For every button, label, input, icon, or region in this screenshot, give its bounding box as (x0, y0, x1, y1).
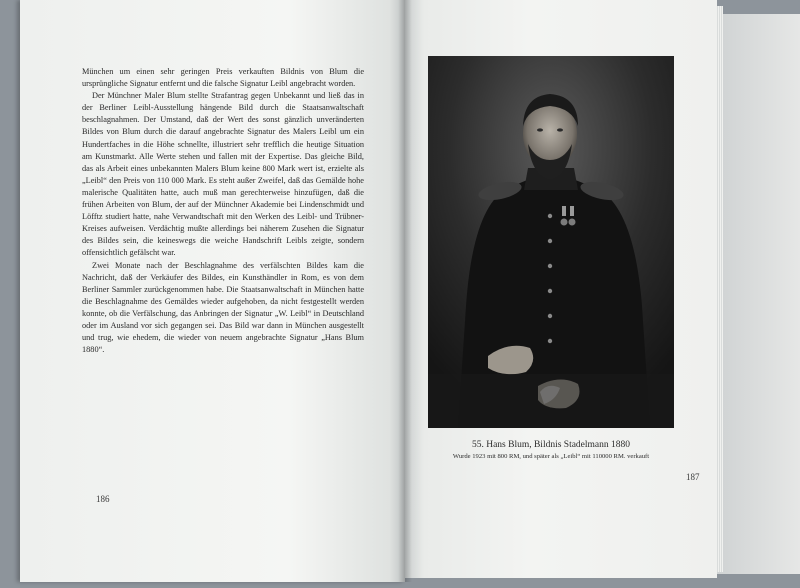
left-page-text (82, 66, 364, 356)
caption-subtitle: Wurde 1923 mit 800 RM, und später als „Leibl“ mit 110000 RM. verkauft (452, 453, 650, 460)
paragraph: Zwei Monate nach der Beschlagnahme des verfälschten Bildes kam die Nachricht, daß der Verkäufer des Bildes, ein Kunsthändler in Rom, es von dem Berliner Sammler zurückgenommen habe. Die Staatsanwaltschaft in München hatte die Beschlagnahme des Gemäldes wieder aufgehoben, da nicht festgestellt werden konnte, ob die Verfälschung, das Anbringen der Signatur „W. Leibl“ in Deutschland oder im Ausland vor sich gegangen sei. Das Bild war dann in München ausgestellt und trug, wie ehedem, die wieder von neuem angebrachte Signatur „Hans Blum 1880“. (82, 260, 364, 355)
page-number-left: 186 (96, 494, 110, 504)
spine-shadow (398, 0, 412, 582)
paragraph: München um einen sehr geringen Preis verkauften Bildnis von Blum die ursprüngliche Signatur entfernt und die falsche Signatur Leibl angebracht worden. (82, 67, 364, 89)
page-stack-edge (717, 6, 723, 572)
paragraph: Der Münchner Maler Blum stellte Strafantrag gegen Unbekannt und ließ das in der Berliner Leibl-Ausstellung hängende Bild durch die Staatsanwaltschaft beschlagnahmen. Der Umstand, daß der Wert des sonst gänzlich unveränderten Bildes von Blum durch die darauf angebrachte Signatur des Malers Leibl um ein Hundertfaches in die Höhe schnellte, illustriert sehr trefflich die heutige Situation am Kunstmarkt. Alle Werte stehen und fallen mit der Expertise. Das gleiche Bild, das als Arbeit eines unbekannten Malers Blum keine 800 Mark wert ist, erzielte als „Leibl“ den Preis von 110 000 Mark. Es steht außer Zweifel, daß das Gemälde hohe malerische Qualitäten hatte, auch muß man gerechterweise hinzufügen, daß die frühen Arbeiten von Blum, der auf der Münchner Akademie bei Lindenschmidt und Löfftz studiert hatte, nahe Verwandtschaft mit den Werken des Leibl- und Trübner-Kreises aufweisen. Verdächtig mußte allerdings bei näherem Zusehen die Signatur des Bildes sein, die keineswegs die weiche Handschrift Leibls zeigte, sondern offensichtlich gefälscht war. (82, 91, 364, 258)
photo-caption (428, 440, 674, 460)
portrait-photo (428, 56, 674, 428)
caption-title: 55. Hans Blum, Bildnis Stadelmann 1880 (471, 440, 631, 450)
portrait-figure (428, 56, 674, 428)
page-number-right: 187 (686, 472, 700, 482)
